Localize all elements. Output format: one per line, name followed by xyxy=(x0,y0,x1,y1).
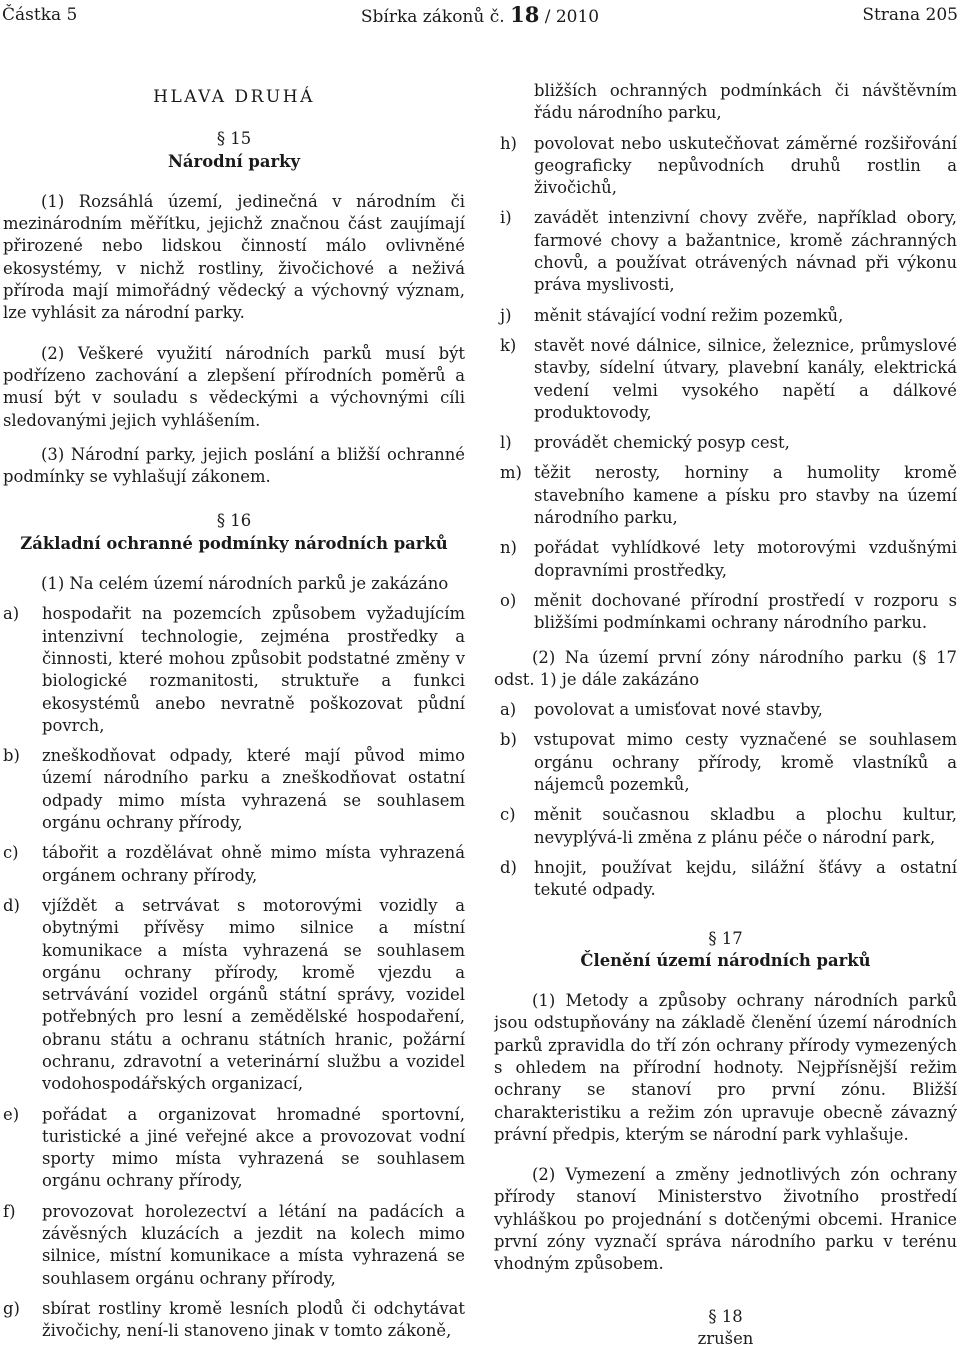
list-item-text: povolovat nebo uskutečňovat záměrné rozšiřování geograficky nepůvodních druhů rostlin a živočichů, xyxy=(534,133,957,198)
list-item-text: provádět chemický posyp cest, xyxy=(534,433,790,453)
chapter-heading: HLAVA DRUHÁ xyxy=(153,87,315,107)
list-item xyxy=(494,857,957,902)
section-15-paragraph-2: (2) Veškeré využití národních parků musí být podřízeno zachování a zlepšení přírodních poměrů a musí být v souladu s vědeckými a výchovnými cíli sledovanými jejich vyhlášením. xyxy=(3,343,465,430)
list-item-label: b) xyxy=(3,746,20,766)
list-item-label: m) xyxy=(500,463,522,483)
list-item-text: měnit současnou skladbu a plochu kultur, nevyplývá-li změna z plánu péče o národní park, xyxy=(534,805,957,847)
list-item-text: hospodařit na pozemcích způsobem vyžadujícím intenzivní technologie, zejména prostředky a činnosti, které mohou způsobit podstatné změny v biologické rozmanitosti, struktuře a funkci ekosystémů anebo nevratně poškozovat půdní povrch, xyxy=(42,604,465,735)
list-item-label: f) xyxy=(3,1201,16,1221)
list-item xyxy=(494,305,957,327)
section-17-symbol: § 17 xyxy=(708,928,743,948)
list-item-text: provozovat horolezectví a létání na padácích a závěsných kluzácích a jezdit na kolech mimo silnice, místní komunikace a místa vyhrazená se souhlasem orgánu ochrany přírody, xyxy=(42,1201,465,1288)
list-item-text: měnit stávající vodní režim pozemků, xyxy=(534,305,844,325)
list-item xyxy=(3,745,465,834)
list-item xyxy=(494,804,957,849)
list-item-text: povolovat a umisťovat nové stavby, xyxy=(534,700,823,720)
right-column xyxy=(494,80,957,1346)
header-part-number: Částka 5 xyxy=(2,5,78,25)
list-item-text: zneškodňovat odpady, které mají původ mimo území národního parku a zneškodňovat ostatní odpady mimo místa vyhrazená se souhlasem orgánu ochrany přírody, xyxy=(42,746,465,833)
list-item xyxy=(494,133,957,200)
header-page-number: Strana 205 xyxy=(862,5,958,25)
list-item xyxy=(3,1298,465,1343)
section-16-prohibitions-list xyxy=(3,603,465,1342)
list-item xyxy=(3,895,465,1096)
list-item-text: zavádět intenzivní chovy zvěře, například obory, farmové chovy a bažantnice, kromě záchranných chovů, a používat otrávených návnad při výkonu práva myslivosti, xyxy=(534,208,957,295)
section-17-title: Členění území národních parků xyxy=(580,950,871,970)
list-item xyxy=(494,590,957,635)
list-item xyxy=(3,842,465,887)
list-item-label: h) xyxy=(500,133,517,153)
list-item xyxy=(494,432,957,454)
list-item-label: l) xyxy=(500,433,512,453)
list-item-text: vjíždět a setrvávat s motorovými vozidly a obytnými přívěsy mimo silnice a místní komunikace a místa vyhrazená se souhlasem orgánu ochrany přírody, kromě vjezdu a setrvávání vozidel orgánů státní správy, vozidel potřebných pro lesní a zemědělské hospodaření, obranu státu a ochranu státních hranic, požární ochranu, zdravotní a veterinární službu a vozidel vodohospodářských organizací, xyxy=(42,895,465,1094)
left-column xyxy=(3,80,465,1346)
list-item xyxy=(494,462,957,529)
list-item-text: pořádat vyhlídkové lety motorovými vzdušnými dopravními prostředky, xyxy=(534,538,957,580)
list-item-label: d) xyxy=(3,895,20,915)
list-item-text: vstupovat mimo cesty vyznačené se souhlasem orgánu ochrany přírody, kromě vlastníků a nájemců pozemků, xyxy=(534,730,957,795)
list-item-label: o) xyxy=(500,590,517,610)
section-16-paragraph-2-intro: (2) Na území první zóny národního parku (§ 17 odst. 1) je dále zakázáno xyxy=(494,647,957,689)
item-g-continuation: bližších ochranných podmínkách či návštěvním řádu národního parku, xyxy=(534,81,957,123)
list-item xyxy=(494,537,957,582)
section-15-paragraph-3: (3) Národní parky, jejich poslání a bližší ochranné podmínky se vyhlašují zákonem. xyxy=(3,444,465,487)
section-15-symbol: § 15 xyxy=(216,129,252,149)
list-item-text: hnojit, používat kejdu, silážní šťávy a ostatní tekuté odpady. xyxy=(534,857,957,900)
list-item-label: i) xyxy=(500,208,512,228)
list-item-label: d) xyxy=(500,857,517,877)
section-18-symbol: § 18 xyxy=(708,1306,743,1326)
section-17-paragraph-2: (2) Vymezení a změny jednotlivých zón ochrany přírody stanoví Ministerstvo životního prostředí vyhláškou po projednání s dotčenými obcemi. Hranice první zóny vyznačí správa národního parku v terénu vhodným způsobem. xyxy=(494,1165,957,1274)
first-zone-prohibitions-list xyxy=(494,699,957,901)
list-item-label: c) xyxy=(3,843,19,863)
list-item-label: n) xyxy=(500,538,517,558)
section-16-symbol: § 16 xyxy=(216,511,252,531)
list-item-text: těžit nerosty, horniny a humolity kromě stavebního kamene a písku pro stavby na území národního parku, xyxy=(534,463,957,528)
list-item-label: b) xyxy=(500,730,517,750)
section-15-title: Národní parky xyxy=(167,151,301,171)
list-item xyxy=(494,207,957,296)
section-16-title: Základní ochranné podmínky národních parků xyxy=(20,533,448,553)
list-item-label: a) xyxy=(3,604,20,624)
list-item-text: tábořit a rozdělávat ohně mimo místa vyhrazená orgánem ochrany přírody, xyxy=(42,843,465,885)
header-year: / 2010 xyxy=(544,7,600,27)
list-item-text: měnit dochované přírodní prostředí v rozporu s bližšími podmínkami ochrany národního parku. xyxy=(534,590,957,633)
list-item-label: c) xyxy=(500,805,516,825)
list-item xyxy=(3,1201,465,1290)
section-16-intro: (1) Na celém území národních parků je zakázáno xyxy=(41,574,449,594)
list-item xyxy=(494,335,957,424)
list-item-text: pořádat a organizovat hromadné sportovní, turistické a jiné veřejné akce a provozovat vodní sporty mimo místa vyhrazená se souhlasem orgánu ochrany přírody, xyxy=(42,1104,465,1191)
list-item-label: a) xyxy=(500,700,517,720)
header-collection-prefix: Sbírka zákonů č. xyxy=(360,7,505,27)
list-item-label: j) xyxy=(500,305,512,325)
list-item-text: sbírat rostliny kromě lesních plodů či odchytávat živočichy, není-li stanoveno jinak v tomto zákoně, xyxy=(42,1298,465,1341)
list-item-text: stavět nové dálnice, silnice, železnice, průmyslové stavby, sídelní útvary, plavební kanály, elektrická vedení velmi vysokého napětí a dálkové produktovody, xyxy=(534,335,957,422)
section-18-status: zrušen xyxy=(697,1328,754,1346)
list-item-label: k) xyxy=(500,335,517,355)
list-item-label: e) xyxy=(3,1104,20,1124)
page-header xyxy=(2,4,958,30)
section-16-prohibitions-continued xyxy=(494,80,957,635)
section-15-paragraph-1: (1) Rozsáhlá území, jedinečná v národním či mezinárodním měřítku, jejichž značnou část zaujímají přirozené nebo lidskou činností málo ovlivněné ekosystémy, v nichž rostliny, živočichové a neživá příroda mají mimořádný vědecký a výchovný význam, lze vyhlásit za národní parky. xyxy=(3,191,465,323)
header-collection xyxy=(2,4,958,28)
list-item-label: g) xyxy=(3,1298,20,1318)
header-issue-number: 18 xyxy=(510,2,540,27)
list-item xyxy=(3,603,465,737)
list-item xyxy=(494,699,957,721)
list-item xyxy=(494,729,957,796)
section-17-paragraph-1: (1) Metody a způsoby ochrany národních parků jsou odstupňovány na základě členění území národních parků zpravidla do tří zón ochrany přírody vymezených s ohledem na přírodní hodnoty. Nejpřísnější režim ochrany se stanoví pro první zónu. Bližší charakteristiku a režim zón upravuje obecně závazný právní předpis, kterým se národní park vyhlašuje. xyxy=(494,991,957,1144)
list-item xyxy=(3,1104,465,1193)
